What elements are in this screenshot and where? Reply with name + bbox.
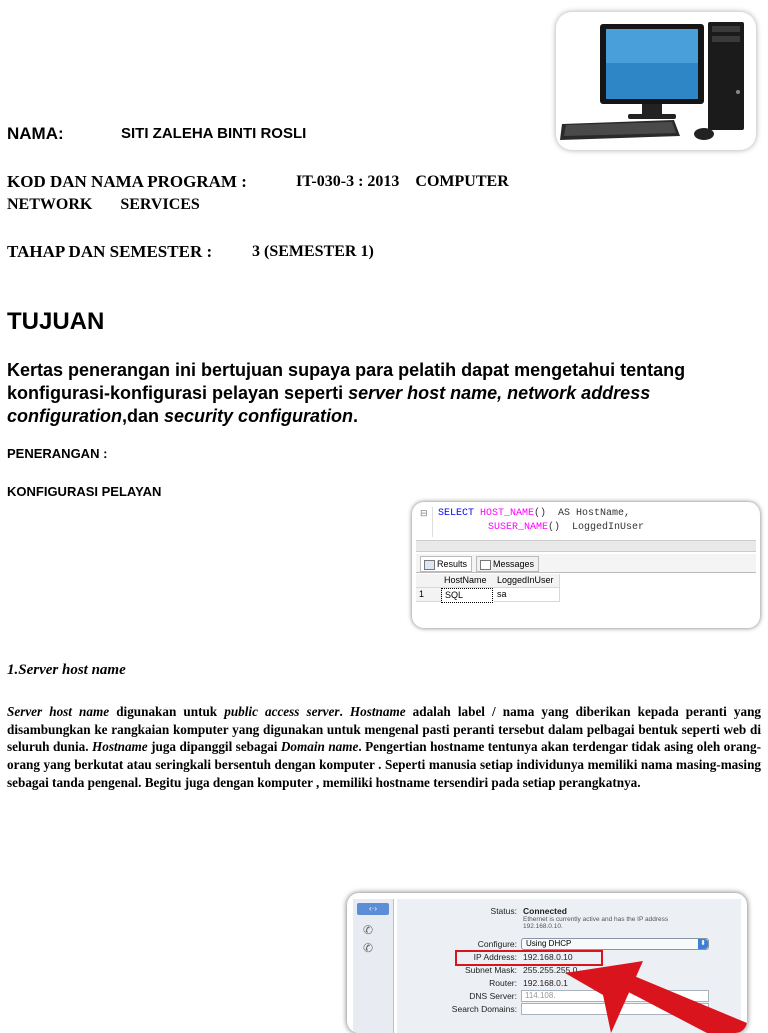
sql-query-screenshot (412, 502, 760, 628)
grid-column-header: HostName (441, 574, 495, 588)
subnet-mask-label: Subnet Mask: (465, 965, 517, 975)
grid-cell[interactable]: SQL (441, 588, 493, 603)
para-italic: public access server (224, 704, 340, 719)
document-icon (480, 560, 491, 570)
desktop-computer-icon (556, 12, 756, 150)
para-text: adalah label / nama yang diberikan kepada peranti yang disambungkan ke rangkaian komputer yang digunakan untuk mengenal pasti peranti tersebut dalam pelbagai bentuk seperti web di seluruh dunia. (7, 704, 762, 755)
router-value: 192.168.0.1 (523, 978, 568, 988)
tahap-semester-value: 3 (SEMESTER 1) (252, 243, 374, 260)
tujuan-text-italic: server host name, network address configuration (7, 383, 651, 426)
sql-line-1 (438, 508, 630, 519)
grid-cell[interactable]: sa (494, 588, 560, 602)
grid-corner (416, 574, 442, 588)
kod-program-value-continued: NETWORK SERVICES (7, 196, 200, 213)
status-label: Status: (490, 906, 517, 916)
computer-image (556, 12, 756, 150)
status-value: Connected (523, 906, 567, 916)
tab-results-label: Results (437, 559, 468, 569)
para-italic: Server host name (7, 704, 110, 719)
dns-server-value: 114.108. (525, 991, 556, 1000)
tab-results[interactable] (420, 556, 472, 572)
sql-line-2 (488, 522, 644, 533)
server-host-name-paragraph (7, 703, 761, 792)
sql-function: SUSER_NAME (488, 522, 549, 533)
nama-row (7, 124, 307, 144)
sql-keyword: SELECT (438, 508, 475, 519)
ip-address-label: IP Address: (473, 952, 517, 962)
red-arrow-icon (507, 933, 747, 1033)
phone-icon[interactable]: ✆ (363, 923, 374, 937)
tujuan-text-part: Kertas penerangan ini bertujuan supaya para pelatih dapat mengetahui tentang konfigurasi-konfigurasi pelayan seperti (7, 360, 686, 403)
para-text: . Pengertian hostname tentunya akan terdengar tidak asing oleh orang-orang yang berkutat atau seringkali bersentuh dengan komputer . Seperti manusia setiap individunya memiliki nama masing-masing sebagai tanda pengenal. Begitu juga dengan komputer , memiliki hostname tersendiri pada setiap perangkatnya. (7, 739, 761, 790)
configure-value: Using DHCP (526, 939, 572, 948)
network-sidebar (353, 899, 394, 1033)
tab-messages-label: Messages (493, 559, 535, 569)
collapse-icon: ⊟ (420, 509, 428, 519)
network-service-selected[interactable]: ‹·› (357, 903, 389, 915)
tujuan-text-italic: security configuration (164, 406, 354, 426)
sql-gutter (418, 507, 433, 537)
tab-messages[interactable] (476, 556, 539, 572)
nama-label: NAMA: (7, 124, 64, 143)
para-text: juga dipanggil sebagai (147, 739, 281, 755)
grid-row-number: 1 (416, 588, 442, 602)
configure-label: Configure: (477, 939, 517, 949)
grid-column-header: LoggedInUser (494, 574, 560, 588)
tujuan-text-part: ,dan (122, 406, 165, 426)
server-host-name-heading: 1.Server host name (7, 662, 126, 678)
search-domains-label: Search Domains: (451, 1004, 517, 1014)
sql-function: HOST_NAME (480, 508, 535, 519)
penerangan-heading: PENERANGAN : (7, 446, 108, 461)
nama-value: SITI ZALEHA BINTI ROSLI (121, 125, 307, 142)
ip-address-value: 192.168.0.10 (523, 952, 573, 962)
kod-program-value: IT-030-3 : 2013 COMPUTER (296, 173, 509, 190)
results-grid (416, 574, 756, 614)
results-tabbar (416, 554, 756, 573)
subnet-mask-value: 255.255.255.0 (523, 965, 578, 975)
grid-icon (424, 560, 435, 570)
sql-text: () LoggedInUser (548, 522, 645, 533)
konfigurasi-pelayan-heading: KONFIGURASI PELAYAN (7, 484, 162, 499)
dns-server-label: DNS Server: (469, 991, 517, 1001)
sql-editor (416, 505, 756, 539)
kod-program-label: KOD DAN NAMA PROGRAM : (7, 172, 247, 191)
para-text: . (339, 704, 350, 719)
router-label: Router: (489, 978, 517, 988)
tujuan-heading: TUJUAN (7, 308, 105, 335)
para-italic: Hostname (349, 704, 406, 719)
para-italic: Hostname (91, 739, 148, 755)
tahap-semester-label: TAHAP DAN SEMESTER : (7, 242, 213, 261)
tujuan-text-part: . (353, 406, 359, 426)
phone-icon[interactable]: ✆ (363, 941, 374, 955)
status-description: Ethernet is currently active and has the IP address 192.168.0.10. (523, 916, 669, 930)
updown-arrow-icon: ⬍ (698, 939, 708, 949)
para-text: digunakan untuk (109, 704, 225, 719)
sql-text: () AS HostName, (534, 508, 631, 519)
tujuan-paragraph (7, 359, 747, 428)
para-italic: Domain name (280, 739, 359, 755)
horizontal-scrollbar[interactable] (416, 540, 756, 552)
network-settings-screenshot (347, 893, 747, 1033)
